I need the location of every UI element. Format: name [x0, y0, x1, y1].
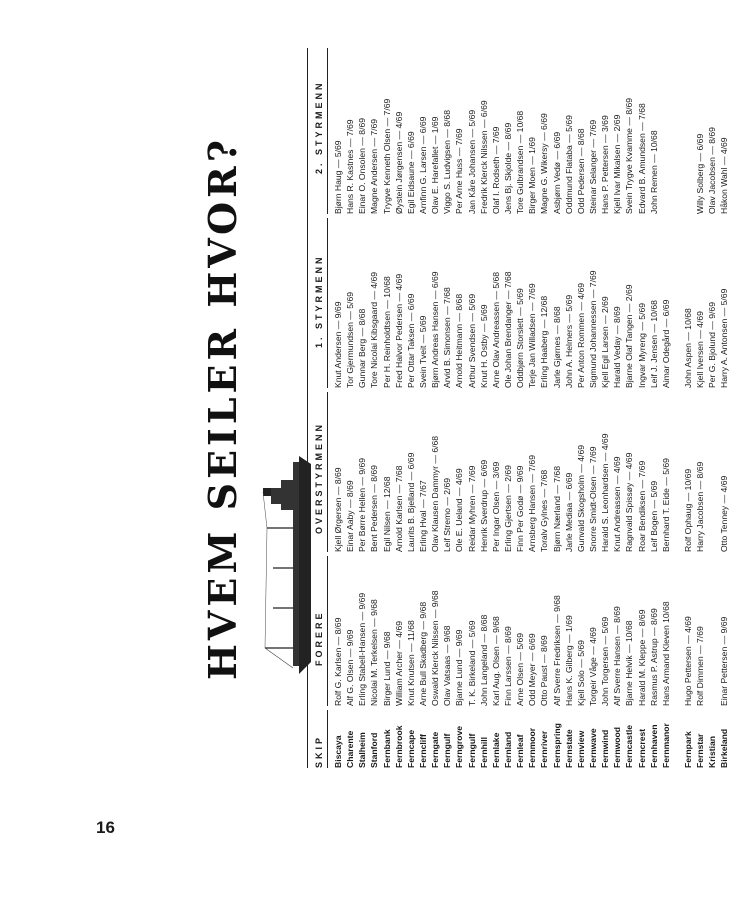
ship-name: Fernland — [502, 731, 513, 768]
crew-entry: Per G. Bjolund — 9/69 — [707, 302, 718, 388]
crew-entry: Odd Pedersen — 8/68 — [575, 128, 586, 214]
crew-entry: Alf Sverre Hansen — 8/69 — [612, 606, 623, 706]
group-gap — [672, 218, 682, 388]
crew-entry: Kjell Egil Larsen — 2/69 — [600, 296, 611, 388]
crew-entry: Magne G. Wikersy — 6/69 — [539, 113, 550, 214]
crew-entry: Edvard B. Amundsen — 7/68 — [636, 103, 647, 214]
ship-name: Charente — [345, 730, 356, 768]
crew-entry: Birger Lund — 9/68 — [381, 631, 392, 706]
crew-entry: Svein Tveit — 5/69 — [417, 315, 428, 388]
crew-entry: Hugo Pettersen — 4/69 — [682, 616, 693, 706]
ship-name: Ferncastle — [624, 725, 635, 768]
ship-name: Fernbrook — [393, 725, 404, 768]
ship-name: Fernriver — [539, 730, 550, 768]
crew-entry: Einar O. Onsolen — 8/69 — [357, 117, 368, 214]
ship-name: Fernstar — [695, 733, 706, 768]
ship-name: Kristian — [707, 736, 718, 768]
crew-entry: Finn Per Godø — 9/69 — [515, 465, 526, 552]
crew-entry: Arnfinn G. Larsen — 6/69 — [417, 116, 428, 214]
crew-entry: Leif Stremo — 2/69 — [442, 477, 453, 552]
crew-entry: Egil Nilsen — 12/68 — [381, 476, 392, 552]
ship-name: Fernleaf — [515, 734, 526, 768]
group-gap — [672, 48, 682, 214]
crew-entry: Knut H. Ostby — 5/69 — [478, 304, 489, 388]
group-gap — [672, 710, 682, 768]
crew-entry: Tore Gulbrandsen — 10/68 — [515, 110, 526, 214]
crew-entry: Ole E. Ueland — 4/69 — [454, 468, 465, 552]
crew-entry: Jarle Mediaa — 6/69 — [563, 472, 574, 552]
crew-entry: Per Ingar Olsen — 3/69 — [490, 461, 501, 552]
crew-entry: William Archer — 4/69 — [393, 620, 404, 706]
crew-entry: Erling Haaberg — 12/68 — [539, 295, 550, 388]
crew-entry: Toralv Gylnes — 7/68 — [539, 469, 550, 552]
crew-entry: Knut Andersen — 9/69 — [333, 301, 343, 388]
crew-entry: Egil Eidsaune — 6/69 — [405, 131, 416, 214]
crew-entry: Trygve Kenneth Olsen — 7/69 — [381, 98, 392, 214]
crew-entry: Hans P. Pettersen — 3/69 — [600, 115, 611, 214]
group-gap — [672, 556, 682, 706]
ship-name: Fernbank — [381, 729, 392, 768]
ship-name: Fernwave — [587, 728, 598, 768]
crew-entry: Henrik Sverdrup — 6/69 — [478, 459, 489, 552]
crew-entry: Rolf Ophaug — 10/69 — [682, 468, 693, 552]
crew-entry: John Torgersen — 5/69 — [600, 616, 611, 706]
ship-name: Ferngrove — [454, 725, 465, 768]
crew-entry: Fred Halvor Pedersen — 4/69 — [393, 273, 404, 388]
crew-entry: Gunvald Skogsholm — 4/69 — [575, 444, 586, 552]
crew-entry: Einar Pettersen — 9/69 — [719, 616, 730, 706]
crew-entry: Magne Andersen — 7/69 — [369, 118, 380, 214]
ship-name: Birkeland — [719, 728, 730, 768]
crew-entry — [660, 48, 672, 214]
crew-entry: Arnold Karlsen — 7/68 — [393, 465, 404, 552]
header-overstyrmenn: OVERSTYRMENN — [311, 392, 328, 552]
crew-entry: Knut Knutsen — 11/68 — [405, 620, 416, 706]
crew-entry: Einar Aaby — 8/69 — [345, 480, 356, 552]
crew-entry: Jan Kåre Johansen — 5/69 — [466, 109, 477, 214]
crew-entry: Olav Klausen Dammyr — 6/68 — [430, 435, 441, 552]
crew-entry: John A. Helmers — 5/69 — [563, 294, 574, 388]
crew-entry: Asbjørn Vedø — 6/69 — [551, 131, 562, 214]
styrmenn1-list — [332, 218, 731, 388]
ship-name: Fernpark — [682, 731, 693, 768]
crew-entry: Fredrik Klerck Nilssen — 6/69 — [478, 100, 489, 214]
overstyrmenn-list — [332, 392, 731, 552]
ship-name: Fernwood — [612, 726, 623, 768]
crew-entry: Hans R. Kastnes — 7/69 — [345, 119, 356, 214]
crew-entry: Odd Meyer — 6/69 — [527, 633, 538, 706]
crew-entry: Reidar Myhren — 7/69 — [466, 465, 477, 552]
crew-entry: Tore Nicolai Kibsgaard — 4/69 — [369, 271, 380, 388]
page-title: HVEM SEILER HVOR? — [200, 136, 245, 680]
crew-entry: Arnsberg Hansen — 7/69 — [527, 455, 538, 552]
crew-entry: Arthur Svendsen — 5/69 — [466, 293, 477, 388]
crew-entry: Leif Bogen — 5/69 — [648, 480, 659, 552]
crew-entry: Finn Larssen — 8/69 — [502, 626, 513, 706]
ship-name: Stalheim — [357, 732, 368, 768]
ship-name: Fernmoor — [527, 727, 538, 768]
page-number: 16 — [96, 818, 115, 837]
group-gap — [672, 392, 682, 552]
crew-entry: Bjarne Helvik — 10/68 — [624, 620, 635, 706]
crew-entry: Hans K. Gilberg — 1/69 — [563, 615, 574, 706]
ship-name: Biscaya — [333, 735, 343, 768]
crew-entry: Ragnvald Spissøy — 4/69 — [624, 452, 635, 552]
crew-entry: Ingvar Myreng — 5/69 — [636, 302, 647, 388]
crew-entry: Tor Gjermundsen — 5/69 — [345, 291, 356, 388]
crew-entry: Kjell Solo — 5/69 — [575, 640, 586, 706]
crew-entry: Bjarne Olaf Tangen — 2/69 — [624, 284, 635, 388]
crew-entry: Roar Bendiksen — 7/69 — [636, 460, 647, 552]
ship-name: Ferngulf — [466, 733, 477, 768]
crew-entry: Aimar Odegård — 6/69 — [660, 299, 671, 388]
crew-entry: Laurits B. Bjelland — 6/69 — [405, 452, 416, 552]
crew-entry: Olaf I. Rodseth — 7/69 — [490, 126, 501, 214]
crew-entry: Per Anton Rommen — 4/69 — [575, 282, 586, 388]
crew-entry: Oddmund Flataba — 5/69 — [563, 115, 574, 214]
crew-entry: Oswald Klerck Nilssen — 9/68 — [430, 590, 441, 706]
crew-entry: Per Ottar Taksen — 6/69 — [405, 293, 416, 388]
crew-entry: Birger Moen — 1/69 — [527, 137, 538, 214]
ship-name: Fernhill — [478, 736, 489, 768]
crew-entry: Nicolai M. Terkelsen — 9/68 — [369, 599, 380, 706]
crew-entry — [706, 556, 718, 706]
crew-entry: Alf Sverre Fredriksen — 9/68 — [551, 595, 562, 706]
ship-name: Ferngate — [430, 731, 441, 768]
crew-entry: Bjørn Haug — 5/69 — [333, 140, 343, 214]
col-skip — [311, 710, 731, 768]
crew-entry: Steinar Selanger — 7/69 — [587, 119, 598, 214]
ship-name: Stanford — [369, 732, 380, 768]
crew-entry: Harald S. Leonhardsen — 4/69 — [600, 433, 611, 552]
crew-entry: Arne Olsen — 5/69 — [515, 632, 526, 706]
rotated-table-page — [195, 48, 735, 768]
ship-name: Ferncliff — [417, 734, 428, 768]
col-overstyrmenn — [311, 392, 731, 552]
header-1-styrmenn: 1. STYRMENN — [311, 218, 328, 388]
crew-entry: Jens Bj. Skjolde — 8/69 — [502, 122, 513, 214]
crew-entry: Harry Jacobsen — 8/69 — [695, 461, 706, 552]
ship-name: Fernmanor — [660, 723, 671, 768]
crew-entry: Per H. Reinholdtsen — 10/68 — [381, 276, 392, 388]
crew-entry: Viggo S. Ludvigsen — 8/68 — [442, 110, 453, 214]
crew-entry: Willy Solberg — 6/69 — [695, 133, 706, 214]
ship-name: Ferncape — [405, 729, 416, 768]
col-1-styrmenn — [311, 218, 731, 388]
crew-entry: Erling Stabell-Hansen — 9/69 — [357, 592, 368, 706]
ship-name: Fernhaven — [648, 724, 659, 768]
crew-entry: Per Arne Huss — 7/69 — [454, 128, 465, 214]
crew-entry: John Langeland — 8/68 — [478, 614, 489, 706]
crew-entry: Rolf Dimmen — 7/69 — [695, 626, 706, 706]
crew-entry: Per Børre Hellen — 9/69 — [357, 457, 368, 552]
crew-entry: Knut Andreassen — 4/69 — [612, 456, 623, 552]
crew-entry: Bernhard T. Eide — 5/69 — [660, 458, 671, 552]
crew-entry: Øystein Jørgensen — 4/69 — [393, 111, 404, 214]
crew-entry: Kjell Iversen — 4/69 — [695, 311, 706, 388]
ship-name: Fernspring — [551, 723, 562, 768]
crew-entry — [682, 48, 694, 214]
crew-entry: Kjell Ørgersen — 8/69 — [333, 467, 343, 552]
ship-name: Fernstate — [563, 729, 574, 768]
crew-entry: Harry A. Antonsen — 5/69 — [719, 288, 730, 388]
ship-name: Fernview — [575, 730, 586, 768]
crew-entry: Bjørn Andreas Hansen — 6/69 — [430, 271, 441, 388]
crew-entry: Otto Tenney — 4/69 — [719, 475, 730, 552]
crew-entry: Bjørn Nærland — 7/68 — [551, 466, 562, 552]
crew-entry: Olav Vatsaas — 9/68 — [442, 625, 453, 706]
crew-entry: Harald M. Kleppe — 8/69 — [636, 609, 647, 706]
crew-entry: Ole Johan Brendanger — 7/68 — [502, 271, 513, 388]
col-2-styrmenn — [311, 48, 731, 214]
crew-entry: Svein Trygve Kvamme — 8/69 — [624, 97, 635, 214]
header-rule — [307, 48, 308, 768]
crew-entry: Terje Jan Willadsen — 7/69 — [527, 283, 538, 388]
crew-entry: Hans Armand Kleven 10/68 — [660, 601, 671, 706]
ships-list — [332, 710, 731, 768]
crew-entry: Alf G. Olsen — 9/69 — [345, 629, 356, 706]
crew-entry: Arne Olav Andreassen — 5/68 — [490, 271, 501, 388]
crew-entry: John Aspen — 10/68 — [682, 308, 693, 388]
crew-entry: Harald Veday — 8/69 — [612, 306, 623, 388]
forere-list — [332, 556, 731, 706]
header-forere: FORERE — [311, 556, 328, 706]
styrmenn2-list — [332, 48, 731, 214]
crew-entry: Sigmund Johannessen — 7/69 — [587, 270, 598, 388]
crew-entry: Torgeir Våge — 4/69 — [587, 627, 598, 706]
crew-entry: T. K. Birkeland — 5/69 — [466, 620, 477, 706]
crew-entry: Karl Aug. Olsen — 9/68 — [490, 616, 501, 706]
crew-entry: Rolf G. Karlsen — 8/69 — [333, 617, 343, 706]
crew-entry: Jarle Gjørnes — 8/68 — [551, 306, 562, 388]
crew-entry: Kjell Ivar Mikalsen — 2/69 — [612, 114, 623, 214]
crew-entry — [706, 392, 718, 552]
crew-entry: Erling Hval — 7/67 — [417, 480, 428, 552]
crew-entry: Leif J. Jensen — 10/68 — [648, 300, 659, 388]
crew-entry: Bjarne Lund — 9/69 — [454, 629, 465, 706]
ship-illustration — [247, 448, 319, 678]
crew-entry: Snorre Smidt-Olsen — 7/69 — [587, 446, 598, 552]
crew-entry: Gunnar Berg — 8/68 — [357, 308, 368, 388]
crew-entry: Erling Gjertsen — 2/69 — [502, 465, 513, 552]
crew-entry: Arnold Heitmann — 8/68 — [454, 293, 465, 388]
crew-entry: Otto Paust — 8/69 — [539, 635, 550, 706]
crew-entry: Bent Pedersen — 8/69 — [369, 465, 380, 552]
ship-name: Fernlake — [490, 732, 501, 768]
header-skip: SKIP — [311, 710, 328, 768]
crew-entry: Arne Bull Skadberg — 9/68 — [417, 601, 428, 706]
crew-entry: Olav Jacobsen — 8/69 — [707, 127, 718, 214]
col-forere — [311, 556, 731, 706]
crew-entry: Oddbjørn Storslett — 5/69 — [515, 288, 526, 388]
ship-name: Ferncrest — [636, 728, 647, 768]
crew-entry: Rasmus P. Astrup — 8/69 — [648, 608, 659, 706]
ship-name: Ferngulf — [442, 733, 453, 768]
crew-entry: Olav E. Harefallet — 1/69 — [430, 116, 441, 214]
header-2-styrmenn: 2. STYRMENN — [311, 48, 328, 214]
crew-entry: Håkon Wahl — 4/69 — [719, 137, 730, 214]
crew-entry: John Remen — 10/68 — [648, 130, 659, 214]
ship-name: Fernwind — [600, 729, 611, 768]
crew-entry: Arvid B. Simonsen — 7/68 — [442, 287, 453, 388]
